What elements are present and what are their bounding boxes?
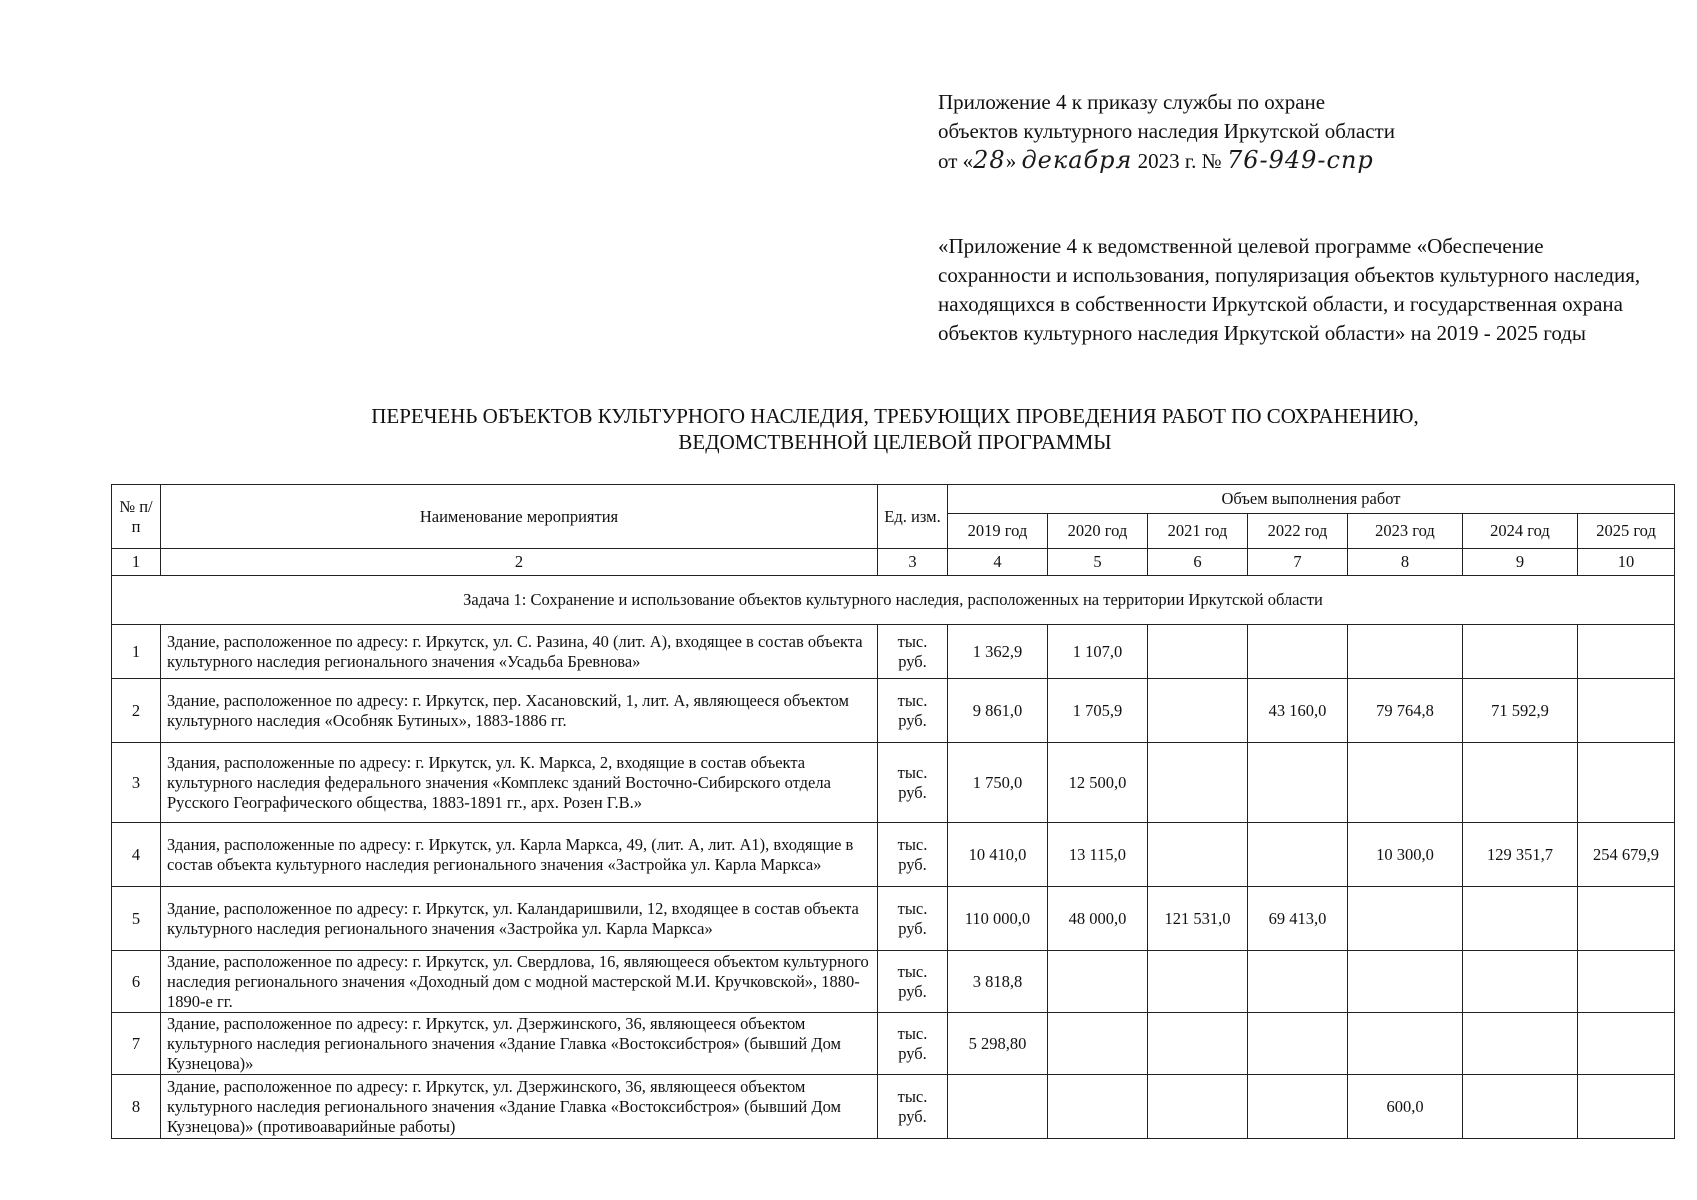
- year-value: [1578, 1075, 1675, 1139]
- unit-cell: тыс. руб.: [878, 887, 948, 951]
- year-value: [1463, 1075, 1578, 1139]
- year-value: 600,0: [1348, 1075, 1463, 1139]
- year-value: 13 115,0: [1048, 823, 1148, 887]
- handwritten-month: декабря: [1021, 146, 1133, 174]
- column-number: 1: [112, 549, 161, 576]
- year-value: [1578, 679, 1675, 743]
- year-value: [1348, 743, 1463, 823]
- header-name: Наименование мероприятия: [161, 485, 878, 549]
- year-value: 69 413,0: [1248, 887, 1348, 951]
- row-number: 8: [112, 1075, 161, 1139]
- year-value: [1148, 625, 1248, 679]
- year-value: [1348, 887, 1463, 951]
- year-value: [1463, 1013, 1578, 1075]
- year-value: [1248, 743, 1348, 823]
- task-row: [112, 576, 1675, 625]
- order-from-prefix: от «: [938, 149, 974, 173]
- table-row: [112, 1075, 1675, 1139]
- year-value: [1348, 1013, 1463, 1075]
- year-value: [1148, 1013, 1248, 1075]
- year-value: [1463, 625, 1578, 679]
- year-value: [1463, 887, 1578, 951]
- unit-cell: тыс. руб.: [878, 625, 948, 679]
- task-title: Задача 1: Сохранение и использование объектов культурного наследия, расположенных на территории Иркутской области: [112, 576, 1675, 625]
- year-value: [1048, 1075, 1148, 1139]
- column-number: 2: [161, 549, 878, 576]
- event-name: Здание, расположенное по адресу: г. Иркутск, ул. Каландаришвили, 12, входящее в состав объекта культурного наследия регионального значения «Застройка ул. Карла Маркса»: [161, 887, 878, 951]
- unit-cell: тыс. руб.: [878, 679, 948, 743]
- event-name: Здания, расположенные по адресу: г. Иркутск, ул. Карла Маркса, 49, (лит. А, лит. А1), входящие в состав объекта культурного наследия регионального значения «Застройка ул. Карла Маркса»: [161, 823, 878, 887]
- year-value: 1 362,9: [948, 625, 1048, 679]
- year-value: 9 861,0: [948, 679, 1048, 743]
- unit-cell: тыс. руб.: [878, 823, 948, 887]
- year-value: [1463, 743, 1578, 823]
- order-date-line: [938, 146, 1578, 176]
- order-line-1: Приложение 4 к приказу службы по охране: [938, 90, 1326, 114]
- header-year: 2024 год: [1463, 514, 1578, 549]
- header-year: 2019 год: [948, 514, 1048, 549]
- unit-cell: тыс. руб.: [878, 951, 948, 1013]
- row-number: 2: [112, 679, 161, 743]
- header-year: 2023 год: [1348, 514, 1463, 549]
- year-value: [1048, 1013, 1148, 1075]
- event-name: Здание, расположенное по адресу: г. Иркутск, ул. С. Разина, 40 (лит. А), входящее в состав объекта культурного наследия регионального значения «Усадьба Бревнова»: [161, 625, 878, 679]
- table-row: [112, 743, 1675, 823]
- year-value: 10 410,0: [948, 823, 1048, 887]
- header-unit: Ед. изм.: [878, 485, 948, 549]
- year-value: [1248, 625, 1348, 679]
- column-number: 3: [878, 549, 948, 576]
- year-value: 129 351,7: [1463, 823, 1578, 887]
- year-value: [1148, 1075, 1248, 1139]
- row-number: 4: [112, 823, 161, 887]
- event-name: Здание, расположенное по адресу: г. Иркутск, ул. Дзержинского, 36, являющееся объектом культурного наследия регионального значения «Здание Главка «Востоксибстроя» (бывший Дом Кузнецова)» (противоаварийные работы): [161, 1075, 878, 1139]
- document-title: [110, 403, 1680, 455]
- title-line-2: ВЕДОМСТВЕННОЙ ЦЕЛЕВОЙ ПРОГРАММЫ: [678, 430, 1112, 454]
- order-year: 2023 г. №: [1137, 149, 1222, 173]
- year-value: 121 531,0: [1148, 887, 1248, 951]
- column-number: 10: [1578, 549, 1675, 576]
- unit-cell: тыс. руб.: [878, 1075, 948, 1139]
- order-line-2: объектов культурного наследия Иркутской области: [938, 119, 1395, 143]
- year-value: [1148, 743, 1248, 823]
- year-value: [1048, 951, 1148, 1013]
- unit-cell: тыс. руб.: [878, 743, 948, 823]
- year-value: 1 107,0: [1048, 625, 1148, 679]
- year-value: 43 160,0: [1248, 679, 1348, 743]
- column-number: 5: [1048, 549, 1148, 576]
- year-value: 1 705,9: [1048, 679, 1148, 743]
- year-value: [1248, 951, 1348, 1013]
- year-value: [1248, 1013, 1348, 1075]
- order-reference: [938, 88, 1578, 176]
- header-num: № п/п: [112, 485, 161, 549]
- event-name: Здание, расположенное по адресу: г. Иркутск, ул. Свердлова, 16, являющееся объектом культурного наследия регионального значения «Доходный дом с модной мастерской М.И. Кручковской», 1880-1890-е гг.: [161, 951, 878, 1013]
- year-value: [1463, 951, 1578, 1013]
- row-number: 6: [112, 951, 161, 1013]
- year-value: [1578, 743, 1675, 823]
- table-row: [112, 625, 1675, 679]
- event-name: Здание, расположенное по адресу: г. Иркутск, пер. Хасановский, 1, лит. А, являющееся объектом культурного наследия «Особняк Бутиных», 1883-1886 гг.: [161, 679, 878, 743]
- year-value: [1578, 951, 1675, 1013]
- year-value: [1578, 887, 1675, 951]
- title-line-1: ПЕРЕЧЕНЬ ОБЪЕКТОВ КУЛЬТУРНОГО НАСЛЕДИЯ, ТРЕБУЮЩИХ ПРОВЕДЕНИЯ РАБОТ ПО СОХРАНЕНИЮ,: [371, 404, 1419, 428]
- year-value: 1 750,0: [948, 743, 1048, 823]
- year-value: 110 000,0: [948, 887, 1048, 951]
- header-volume: Объем выполнения работ: [948, 485, 1675, 514]
- table-row: [112, 1013, 1675, 1075]
- year-value: [1248, 823, 1348, 887]
- year-value: 254 679,9: [1578, 823, 1675, 887]
- year-value: [948, 1075, 1048, 1139]
- year-value: 79 764,8: [1348, 679, 1463, 743]
- column-number-row: [112, 549, 1675, 576]
- year-value: [1578, 1013, 1675, 1075]
- handwritten-day: 28: [973, 146, 1006, 174]
- column-number: 8: [1348, 549, 1463, 576]
- year-value: [1248, 1075, 1348, 1139]
- column-number: 6: [1148, 549, 1248, 576]
- order-from-mid: »: [1005, 149, 1017, 173]
- event-name: Здания, расположенные по адресу: г. Иркутск, ул. К. Маркса, 2, входящие в состав объекта культурного наследия федерального значения «Комплекс зданий Восточно-Сибирского отдела Русского Географического общества, 1883-1891 гг., арх. Розен Г.В.»: [161, 743, 878, 823]
- year-value: [1348, 625, 1463, 679]
- year-value: 12 500,0: [1048, 743, 1148, 823]
- year-value: 48 000,0: [1048, 887, 1148, 951]
- header-year: 2020 год: [1048, 514, 1148, 549]
- year-value: [1148, 679, 1248, 743]
- year-value: 3 818,8: [948, 951, 1048, 1013]
- year-value: [1148, 823, 1248, 887]
- column-number: 7: [1248, 549, 1348, 576]
- table-row: [112, 951, 1675, 1013]
- year-value: [1148, 951, 1248, 1013]
- column-number: 4: [948, 549, 1048, 576]
- year-value: [1348, 951, 1463, 1013]
- year-value: 5 298,80: [948, 1013, 1048, 1075]
- works-table: [111, 484, 1675, 1139]
- row-number: 7: [112, 1013, 161, 1075]
- table-row: [112, 679, 1675, 743]
- row-number: 5: [112, 887, 161, 951]
- column-number: 9: [1463, 549, 1578, 576]
- program-reference: «Приложение 4 к ведомственной целевой программе «Обеспечение сохранности и использования, популяризация объектов культурного наследия, находящихся в собственности Иркутской области, и государственная охрана объектов культурного наследия Иркутской области» на 2019 - 2025 годы: [938, 234, 1641, 345]
- table-row: [112, 887, 1675, 951]
- year-value: 71 592,9: [1463, 679, 1578, 743]
- header-year: 2021 год: [1148, 514, 1248, 549]
- event-name: Здание, расположенное по адресу: г. Иркутск, ул. Дзержинского, 36, являющееся объектом культурного наследия регионального значения «Здание Главка «Востоксибстроя» (бывший Дом Кузнецова)»: [161, 1013, 878, 1075]
- table-row: [112, 823, 1675, 887]
- row-number: 3: [112, 743, 161, 823]
- year-value: [1578, 625, 1675, 679]
- unit-cell: тыс. руб.: [878, 1013, 948, 1075]
- header-year: 2025 год: [1578, 514, 1675, 549]
- handwritten-order-number: 76-949-спр: [1226, 146, 1374, 174]
- row-number: 1: [112, 625, 161, 679]
- header-year: 2022 год: [1248, 514, 1348, 549]
- year-value: 10 300,0: [1348, 823, 1463, 887]
